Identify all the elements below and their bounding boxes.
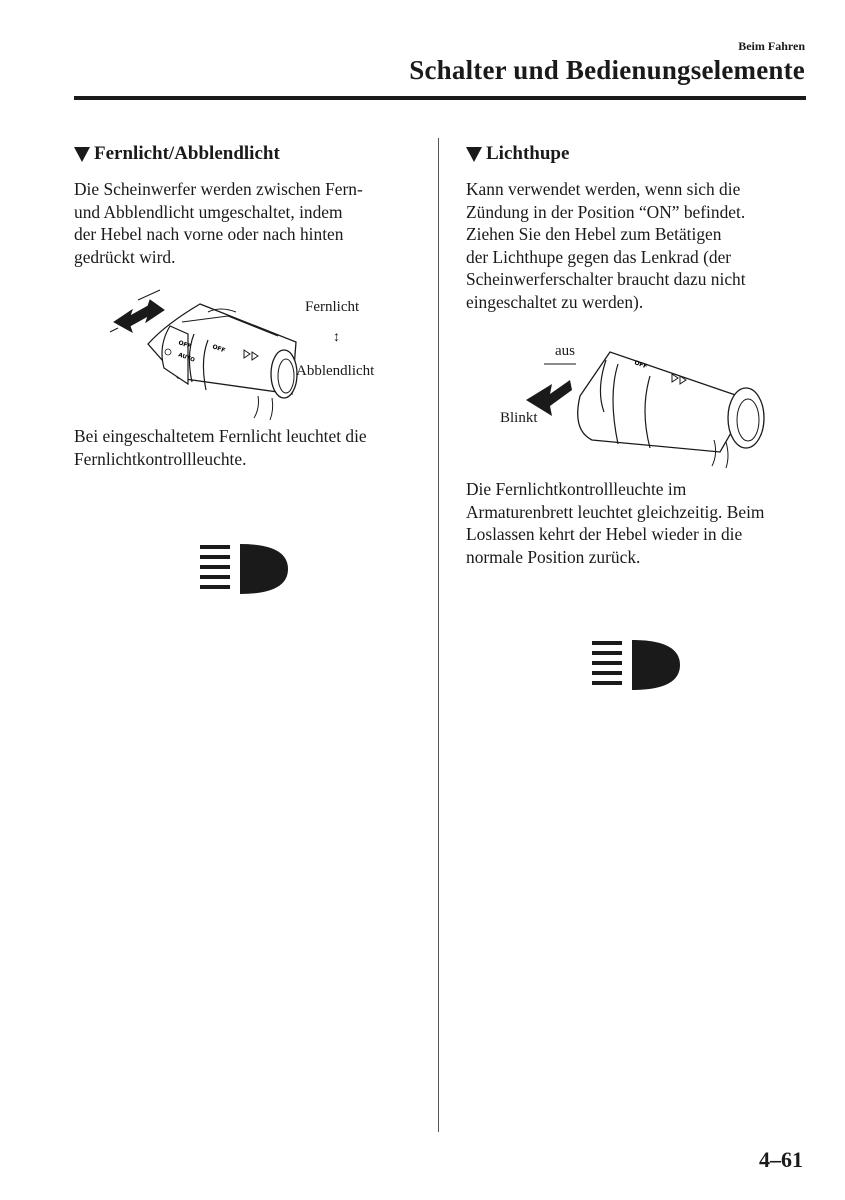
page-title: Schalter und Bedienungselemente [409,55,805,85]
text-line: Fernlichtkontrollleuchte. [74,448,247,469]
page-number: 4–61 [759,1147,803,1172]
switch-label-auto: AUTO [177,352,196,364]
text-line: Zündung in der Position “ON” befindet. [466,201,746,222]
text-line: eingeschaltet zu werden). [466,291,644,312]
text-line: normale Position zurück. [466,546,641,567]
text-line: Kann verwendet werden, wenn sich die [466,179,741,199]
chapter-label: Beim Fahren [738,39,805,53]
triangle-marker-icon [74,147,90,162]
lever-figure-flash [500,340,780,468]
triangle-marker-icon [466,147,482,162]
switch-label-off: OFF [633,359,649,371]
text-line: gedrückt wird. [74,246,176,267]
paragraph-fernlicht-intro [74,178,363,268]
text-line: Scheinwerferschalter braucht dazu nicht [466,269,746,289]
section-heading-text: Lichthupe [486,143,570,164]
label-aus: aus [555,343,575,359]
high-beam-indicator-icon [592,638,682,692]
text-line: der Lichthupe gegen das Lenkrad (der [466,246,732,267]
up-down-arrow-icon: ↕ [333,330,340,345]
label-blinkt: Blinkt [500,410,538,426]
high-beam-indicator-icon [200,542,290,596]
section-heading-lichthupe [466,143,569,165]
column-divider [438,138,439,1132]
pull-arrow-icon [526,364,576,416]
text-line: Armaturenbrett leuchtet gleichzeitig. Beim [466,501,765,522]
switch-label-off: OFF [177,339,193,351]
text-line: Bei eingeschaltetem Fernlicht leuchtet die [74,426,367,446]
text-line: der Hebel nach vorne oder nach hinten [74,224,344,244]
text-line: und Abblendlicht umgeschaltet, indem [74,201,343,222]
lever-illustration [148,304,297,420]
text-line: Die Fernlichtkontrollleuchte im [466,479,687,499]
section-heading-fernlicht [74,143,280,165]
push-pull-arrow-icon [110,290,164,332]
text-line: Die Scheinwerfer werden zwischen Fern- [74,179,363,199]
text-line: Ziehen Sie den Hebel zum Betätigen [466,224,722,244]
label-fernlicht: Fernlicht [305,299,360,315]
lever-illustration [578,352,764,468]
paragraph-fernlicht-indicator [74,425,367,470]
header-rule [74,96,806,100]
label-abblendlicht: Abblendlicht [296,363,375,379]
switch-label-off-2: OFF [211,343,227,355]
paragraph-lichthupe-intro [466,178,746,313]
text-line: Loslassen kehrt der Hebel wieder in die [466,524,743,544]
paragraph-lichthupe-indicator [466,478,764,568]
section-heading-text: Fernlicht/Abblendlicht [94,143,280,164]
